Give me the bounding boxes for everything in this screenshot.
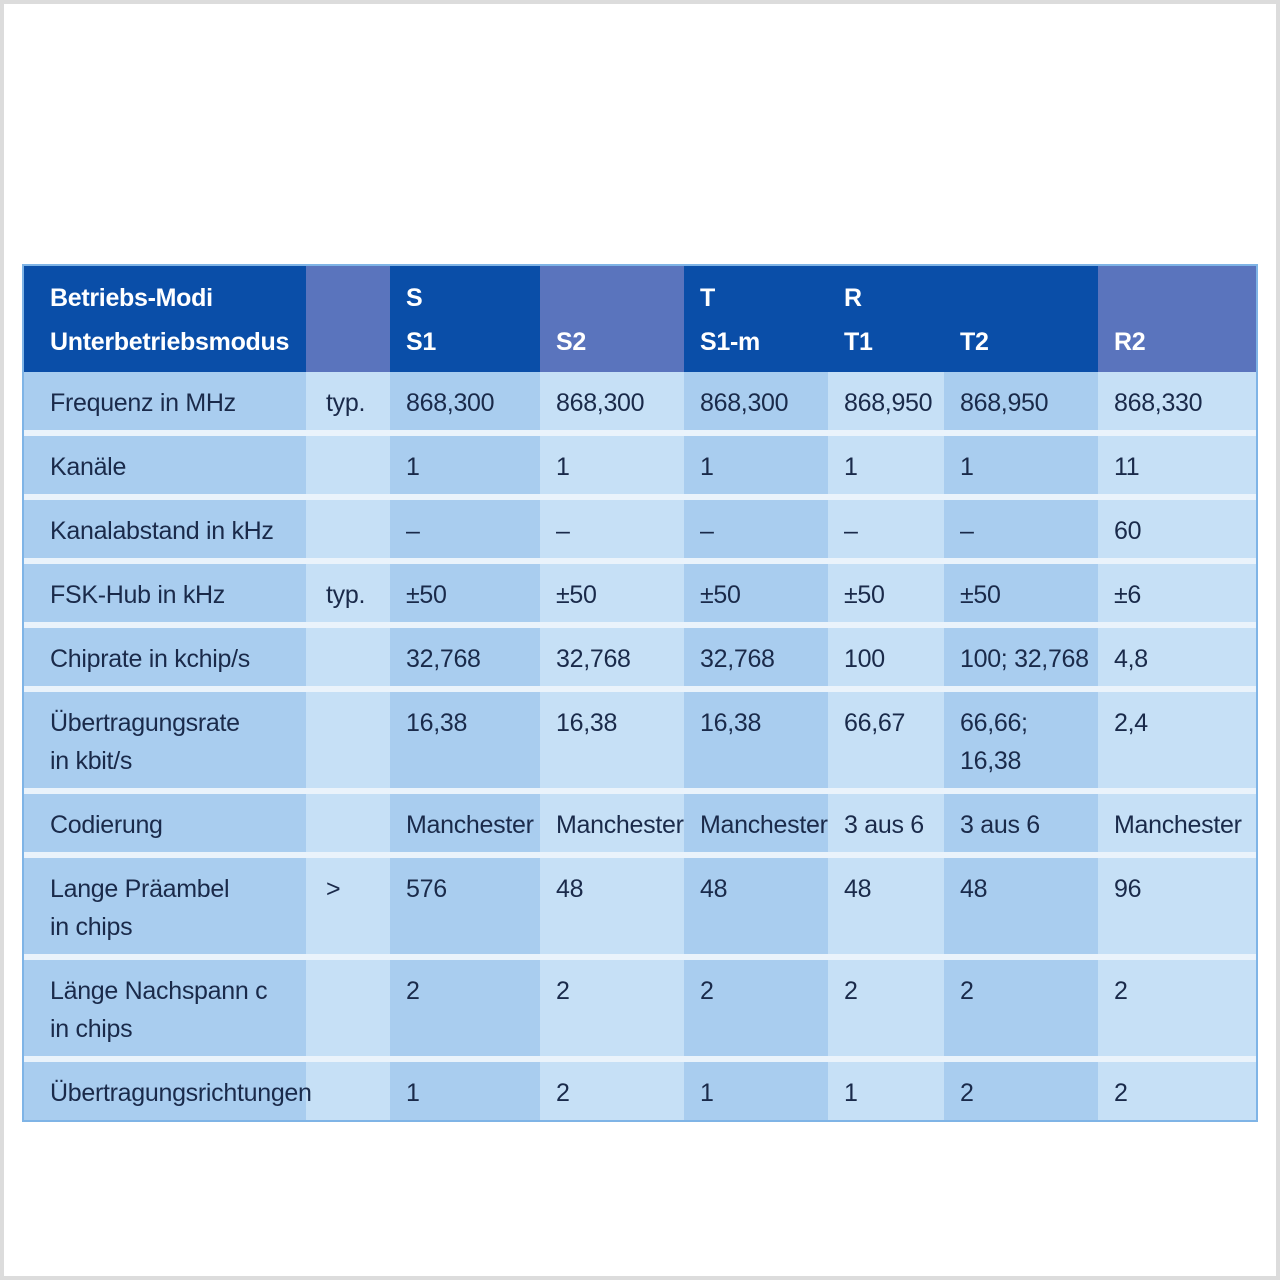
table-cell: Manchester (684, 794, 828, 858)
header-cell (306, 266, 390, 372)
table-cell: ±50 (684, 564, 828, 628)
row-qualifier (306, 500, 390, 564)
table-row (24, 372, 1256, 436)
table-cell: 66,67 (828, 692, 944, 794)
table-cell: 868,300 (390, 372, 540, 436)
table-cell: 2 (540, 1062, 684, 1120)
header-submode-label: S2 (556, 328, 586, 356)
header-submode-label: S1-m (700, 328, 760, 356)
header-cell (944, 266, 1098, 372)
header-mode-label: S (406, 284, 423, 312)
table-cell: ±6 (1098, 564, 1256, 628)
table-cell: 2 (828, 960, 944, 1062)
header-submode-label: T1 (844, 328, 873, 356)
table-cell: 868,300 (684, 372, 828, 436)
header-cell (1098, 266, 1256, 372)
operating-modes-table-wrapper (22, 264, 1258, 1122)
table-cell: 868,950 (828, 372, 944, 436)
row-label: Chiprate in kchip/s (24, 628, 306, 692)
row-qualifier (306, 436, 390, 500)
table-cell: 100 (828, 628, 944, 692)
table-cell: 2 (540, 960, 684, 1062)
table-cell: 32,768 (684, 628, 828, 692)
table-cell: 4,8 (1098, 628, 1256, 692)
table-cell: 1 (390, 1062, 540, 1120)
table-row (24, 436, 1256, 500)
table-cell: 48 (684, 858, 828, 960)
table-cell: 576 (390, 858, 540, 960)
header-submode-label: T2 (960, 328, 989, 356)
table-row (24, 692, 1256, 794)
operating-modes-table (24, 266, 1256, 1120)
table-cell: 868,300 (540, 372, 684, 436)
table-cell: 96 (1098, 858, 1256, 960)
table-body (24, 372, 1256, 1120)
table-cell: 868,950 (944, 372, 1098, 436)
row-qualifier (306, 692, 390, 794)
header-row (24, 266, 1256, 372)
table-cell: 2 (944, 960, 1098, 1062)
row-qualifier (306, 960, 390, 1062)
table-cell: 1 (684, 436, 828, 500)
table-cell: 16,38 (540, 692, 684, 794)
table-cell: Manchester (540, 794, 684, 858)
table-cell: 16,38 (390, 692, 540, 794)
table-row (24, 500, 1256, 564)
row-qualifier: typ. (306, 564, 390, 628)
table-cell: 1 (828, 1062, 944, 1120)
row-label: FSK-Hub in kHz (24, 564, 306, 628)
table-cell: 1 (944, 436, 1098, 500)
table-cell: Manchester (1098, 794, 1256, 858)
table-cell: 2 (684, 960, 828, 1062)
header-cell (390, 266, 540, 372)
table-cell: – (828, 500, 944, 564)
row-qualifier (306, 1062, 390, 1120)
table-cell: 100; 32,768 (944, 628, 1098, 692)
header-cell (828, 266, 944, 372)
table-row (24, 564, 1256, 628)
table-cell: Manchester (390, 794, 540, 858)
table-cell: 3 aus 6 (828, 794, 944, 858)
table-cell: 2 (1098, 1062, 1256, 1120)
table-cell: 48 (828, 858, 944, 960)
header-submode-label: R2 (1114, 328, 1146, 356)
row-qualifier: typ. (306, 372, 390, 436)
header-cell (684, 266, 828, 372)
table-cell: 2,4 (1098, 692, 1256, 794)
row-label: Länge Nachspann c in chips (24, 960, 306, 1062)
table-cell: 1 (684, 1062, 828, 1120)
table-cell: 16,38 (684, 692, 828, 794)
table-cell: – (390, 500, 540, 564)
table-row (24, 1062, 1256, 1120)
row-qualifier (306, 628, 390, 692)
row-label: Übertragungsrichtungen (24, 1062, 306, 1120)
header-submode-label: Unterbetriebsmodus (50, 328, 290, 356)
row-label: Kanalabstand in kHz (24, 500, 306, 564)
table-row (24, 628, 1256, 692)
table-row (24, 794, 1256, 858)
table-cell: 48 (944, 858, 1098, 960)
table-cell: – (540, 500, 684, 564)
header-cell (540, 266, 684, 372)
table-cell: 1 (390, 436, 540, 500)
table-cell: – (944, 500, 1098, 564)
table-cell: 60 (1098, 500, 1256, 564)
table-cell: ±50 (540, 564, 684, 628)
row-label: Übertragungsrate in kbit/s (24, 692, 306, 794)
table-cell: 2 (1098, 960, 1256, 1062)
table-cell: 11 (1098, 436, 1256, 500)
table-cell: 32,768 (540, 628, 684, 692)
table-cell: 3 aus 6 (944, 794, 1098, 858)
header-mode-label: R (844, 284, 862, 312)
table-cell: – (684, 500, 828, 564)
row-label: Codierung (24, 794, 306, 858)
table-cell: 2 (944, 1062, 1098, 1120)
table-cell: ±50 (944, 564, 1098, 628)
table-cell: 48 (540, 858, 684, 960)
table-cell: 32,768 (390, 628, 540, 692)
table-cell: 868,330 (1098, 372, 1256, 436)
row-label: Kanäle (24, 436, 306, 500)
row-label: Frequenz in MHz (24, 372, 306, 436)
table-cell: 66,66; 16,38 (944, 692, 1098, 794)
header-mode-label: Betriebs-Modi (50, 284, 213, 312)
header-submode-label: S1 (406, 328, 436, 356)
row-qualifier: > (306, 858, 390, 960)
header-cell (24, 266, 306, 372)
table-cell: 2 (390, 960, 540, 1062)
row-label: Lange Präambel in chips (24, 858, 306, 960)
table-cell: 1 (540, 436, 684, 500)
table-row (24, 960, 1256, 1062)
table-cell: ±50 (828, 564, 944, 628)
table-cell: 1 (828, 436, 944, 500)
header-mode-label: T (700, 284, 715, 312)
table-row (24, 858, 1256, 960)
table-cell: ±50 (390, 564, 540, 628)
row-qualifier (306, 794, 390, 858)
